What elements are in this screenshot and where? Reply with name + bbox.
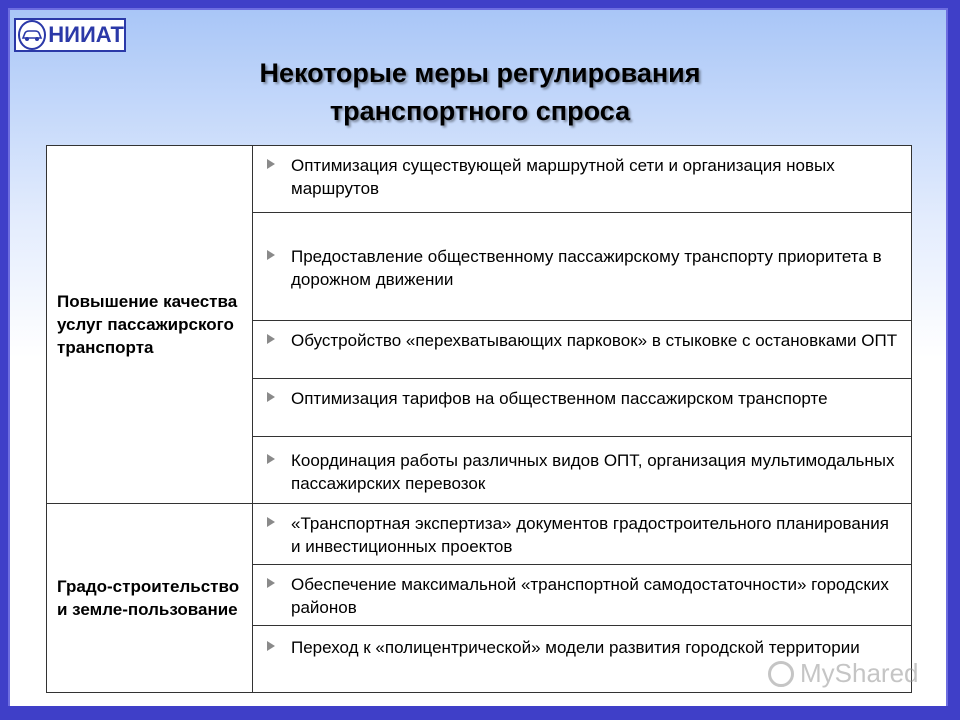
watermark-text: MyShared	[800, 658, 919, 688]
table-row	[47, 146, 912, 213]
triangle-bullet-icon	[267, 578, 275, 588]
triangle-bullet-icon	[267, 250, 275, 260]
triangle-bullet-icon	[267, 517, 275, 527]
measure-item: Предоставление общественному пассажирскому транспорту приоритета в дорожном движении	[253, 213, 912, 321]
table-row	[47, 504, 912, 565]
bottom-strip	[0, 706, 960, 720]
title-line-2: транспортного спроса	[329, 96, 631, 126]
measure-item: Оптимизация существующей маршрутной сети и организация новых маршрутов	[253, 146, 912, 213]
measure-item: «Транспортная экспертиза» документов градостроительного планирования и инвестиционных проектов	[253, 504, 912, 565]
triangle-bullet-icon	[267, 641, 275, 651]
triangle-bullet-icon	[267, 454, 275, 464]
measure-item: Обустройство «перехватывающих парковок» в стыковке с остановками ОПТ	[253, 321, 912, 379]
car-emblem-icon	[18, 20, 46, 50]
logo-text: НИИАТ	[48, 22, 124, 47]
category-cell-1: Повышение качества услуг пассажирского транспорта	[47, 146, 253, 504]
measure-item: Обеспечение максимальной «транспортной самодостаточности» городских районов	[253, 565, 912, 626]
measures-table	[46, 145, 912, 693]
measure-item: Координация работы различных видов ОПТ, организация мультимодальных пассажирских перевозок	[253, 437, 912, 504]
title-line-1: Некоторые меры регулирования	[259, 58, 701, 88]
myshared-watermark	[768, 658, 919, 689]
triangle-bullet-icon	[267, 334, 275, 344]
category-cell-2: Градо-строительство и земле-пользование	[47, 504, 253, 693]
slide-title	[0, 54, 960, 130]
watermark-logo-icon	[768, 661, 794, 687]
triangle-bullet-icon	[267, 392, 275, 402]
niiat-logo	[14, 18, 126, 52]
measure-item: Переход к «полицентрической» модели развития городской территории	[253, 626, 912, 693]
measure-item: Оптимизация тарифов на общественном пассажирском транспорте	[253, 379, 912, 437]
triangle-bullet-icon	[267, 159, 275, 169]
